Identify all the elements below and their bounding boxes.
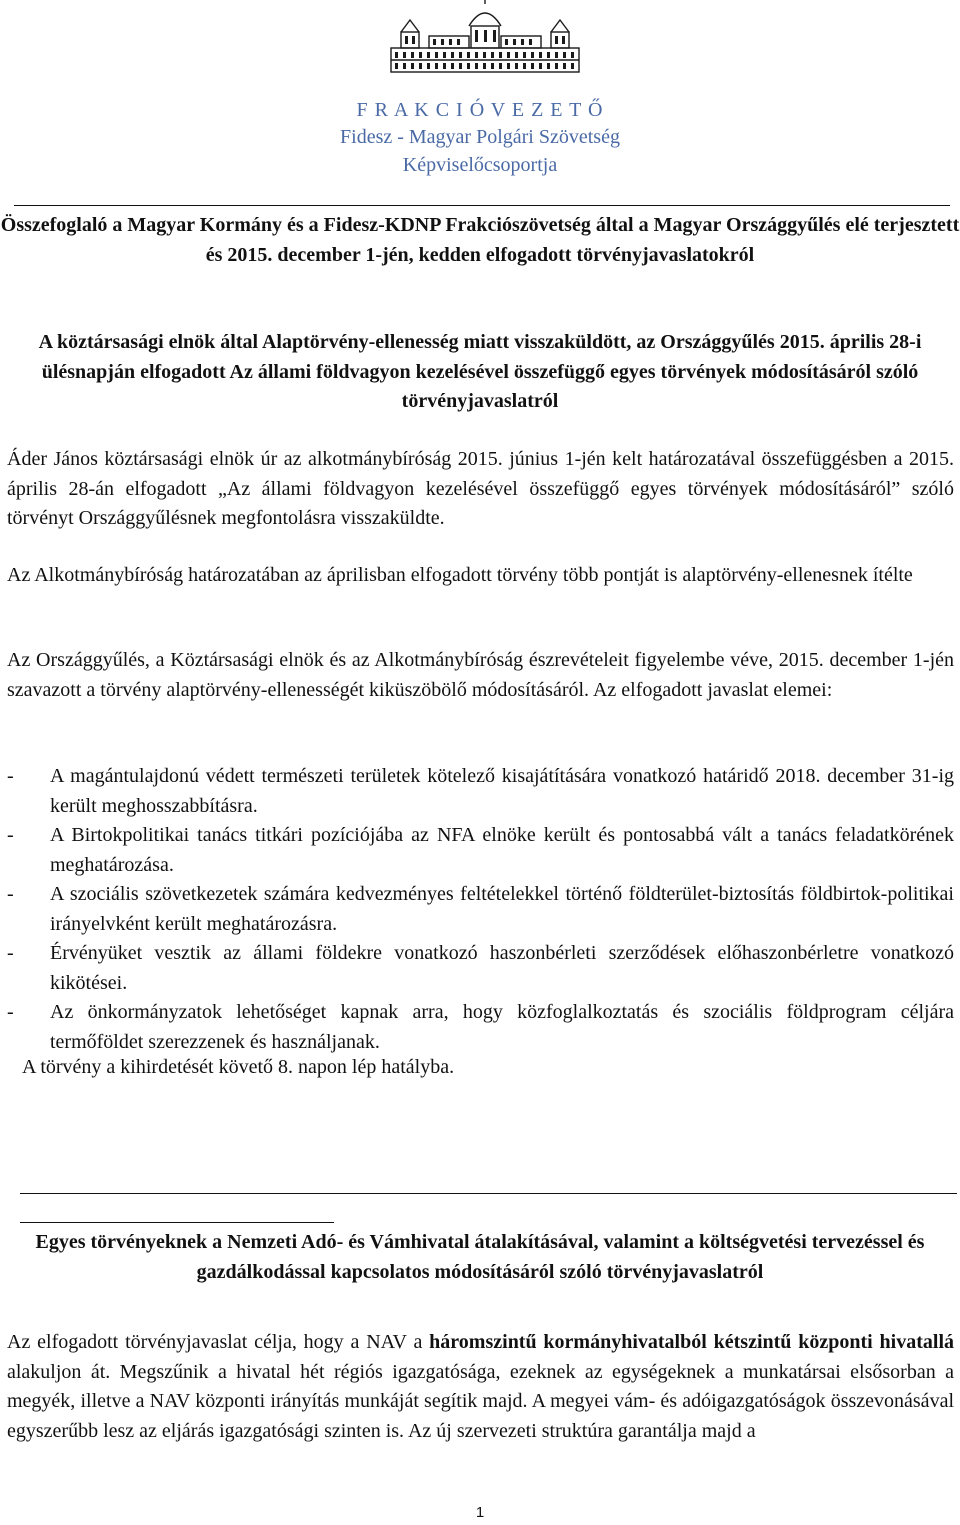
party-name: Fidesz - Magyar Polgári Szövetség [340, 126, 620, 148]
nav-paragraph [7, 1328, 954, 1446]
list-item [7, 998, 954, 1057]
list-item [7, 939, 954, 998]
list-item-text: Érvényüket vesztik az állami földekre vonatkozó haszonbérleti szerződések előhaszonbérletre vonatkozó kikötései. [50, 942, 954, 994]
alkotmanybirosag-paragraph: Az Alkotmánybíróság határozatában az áprilisban elfogadott törvény több pontját is alaptörvény-ellenesnek ítélte [7, 564, 913, 586]
bullet-dash: - [7, 824, 14, 846]
proposal-elements-list [7, 762, 954, 1057]
bullet-dash: - [7, 883, 14, 905]
group-name: Képviselőcsoportja [402, 154, 558, 176]
parliament-building-icon [389, 0, 581, 74]
nav-paragraph-text: Az elfogadott törvényjavaslat célja, hogy a NAV a [7, 1331, 430, 1353]
section2-title: Egyes törvényeknek a Nemzeti Adó- és Vámhivatal átalakításával, valamint a költségvetési tervezéssel és gazdálkodással kapcsolatos módosításáról szóló törvényjavaslatról [35, 1231, 925, 1283]
section1-title: A köztársasági elnök által Alaptörvény-ellenesség miatt visszaküldött, az Országgyűlés 2015. április 28-i ülésnapján elfogadott Az állami földvagyon kezelésével összefüggő egyes törvények módosításáról szóló törvényjavaslatról [38, 331, 922, 412]
bullet-dash: - [7, 1001, 14, 1023]
page-number: 1 [475, 1504, 485, 1521]
list-item [7, 821, 954, 880]
summary-title: Összefoglaló a Magyar Kormány és a Fidesz-KDNP Frakciószövetség által a Magyar Országgyűlés elé terjesztett és 2015. december 1-jén, kedden elfogadott törvényjavaslatokról [0, 214, 960, 266]
list-item [7, 762, 954, 821]
section-divider-short [20, 1222, 334, 1223]
list-item [7, 880, 954, 939]
bullet-dash: - [7, 765, 14, 787]
nav-paragraph-text-cont: alakuljon át. Megszűnik a hivatal hét régiós igazgatósága, ezeknek az egységeknek a munkatársai elsősorban a megyék, illetve a NAV központi irányítás munkáját segítik majd. A megyei vám- és adóigazgatóságok összevonásával egyszerűbb lesz az eljárás igazgatósági szinten is. Az új szervezeti struktúra garantálja majd a [7, 1360, 954, 1442]
orszaggyules-paragraph: Az Országgyűlés, a Köztársasági elnök és az Alkotmánybíróság észrevételeit figyelembe véve, 2015. december 1-jén szavazott a törvény alaptörvény-ellenességét kiküszöbölő módosításáról. Az elfogadott javaslat elemei: [7, 649, 954, 701]
bullet-dash: - [7, 942, 14, 964]
list-item-text: A magántulajdonú védett természeti területek kötelező kisajátítására vonatkozó határidő 2018. december 31-ig került meghosszabbításra. [50, 765, 954, 817]
nav-paragraph-bold: háromszintű kormányhivatalból kétszintű központi hivatallá [429, 1331, 954, 1353]
list-item-text: A Birtokpolitikai tanács titkári pozíciójába az NFA elnöke került és pontosabbá vált a tanács feladatkörének meghatározása. [50, 824, 954, 876]
list-item-text: Az önkormányzatok lehetőséget kapnak arra, hogy közfoglalkoztatás és szociális földprogram céljára termőföldet szerezzenek és használjanak. [50, 1001, 954, 1053]
header-divider [14, 205, 950, 206]
list-item-text: A szociális szövetkezetek számára kedvezményes feltételekkel történő földterület-biztosítás földbirtok-politikai irányelvként került meghatározásra. [50, 883, 954, 935]
section-divider [20, 1193, 957, 1194]
frakciovezeto-label: F R A K C I Ó V E Z E T Ő [356, 99, 604, 121]
hatalyba-paragraph: A törvény a kihirdetését követő 8. napon lép hatályba. [22, 1056, 455, 1078]
ader-paragraph: Áder János köztársasági elnök úr az alkotmánybíróság 2015. június 1-jén kelt határozatával összefüggésben a 2015. április 28-án elfogadott „Az állami földvagyon kezelésével összefüggő egyes törvények módosításáról” szóló törvényt Országgyűlésnek megfontolásra visszaküldte. [7, 448, 954, 529]
